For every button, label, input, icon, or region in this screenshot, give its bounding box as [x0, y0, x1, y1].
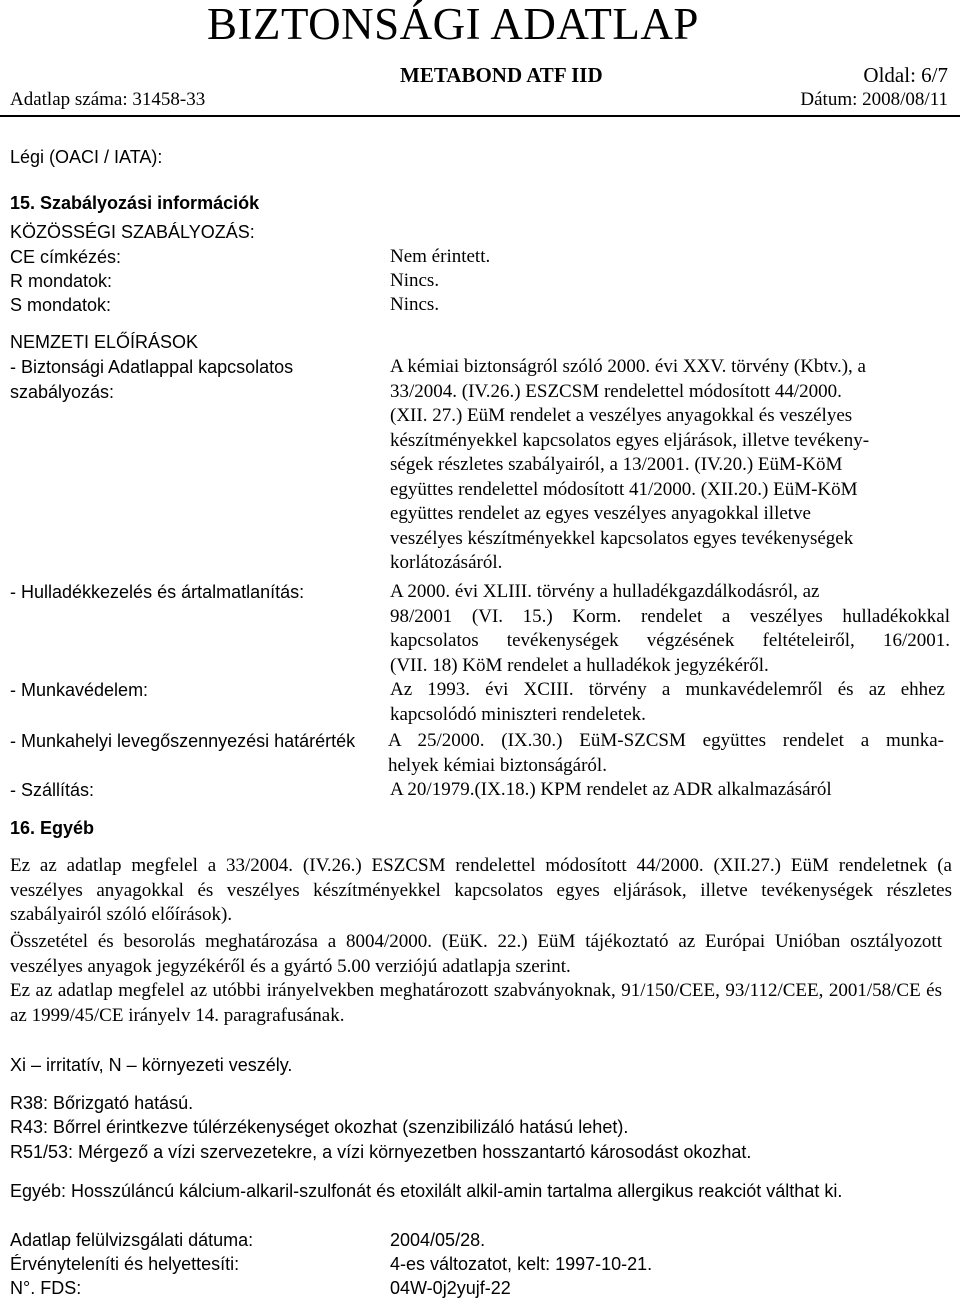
text-line: A 2000. évi XLIII. törvény a hulladékgazdálkodásról, az [390, 581, 820, 602]
text-line: Az 1993. évi XCIII. törvény a munkavédelemről és az ehhez [390, 679, 945, 700]
text-line: helyek kémiai biztonságáról. [388, 754, 607, 776]
national-regulations-heading: NEMZETI ELŐÍRÁSOK [10, 332, 199, 352]
waste-text [390, 580, 950, 678]
msds-regulation-label-2: szabályozás: [10, 382, 115, 402]
r43-phrase: R43: Bőrrel érintkezve túlérzékenységet okozhat (szenzibilizáló hatású lehet). [10, 1117, 629, 1137]
text-line: (XII. 27.) EüM rendelet a veszélyes anyagokkal és veszélyes [390, 405, 853, 426]
supersedes-label: Érvényteleníti és helyettesíti: [10, 1254, 240, 1274]
supersedes-value: 4-es változatot, kelt: 1997-10-21. [390, 1254, 653, 1274]
section-15-heading: 15. Szabályozási információk [10, 193, 260, 213]
shipping-value: A 20/1979.(IX.18.) KPM rendelet az ADR alkalmazásáról [390, 779, 832, 800]
review-date-label: Adatlap felülvizsgálati dátuma: [10, 1230, 254, 1250]
air-limit-text [388, 729, 944, 778]
r-phrases-value: Nincs. [390, 270, 440, 291]
paragraph-classification: Összetétel és besorolás meghatározása a 8004/2000. (EüK. 22.) EüM tájékoztató az Európai Unióban osztályozott veszélyes anyagok jegyzékéről és a gyártó 5.00 verziójú adatlapja szerint. [10, 931, 942, 977]
text-line: veszélyes készítményekkel kapcsolatos egyes tevékenységek [390, 527, 854, 549]
ce-label: CE címkézés: [10, 247, 122, 267]
text-line: A 25/2000. (IX.30.) EüM-SZCSM együttes rendelet a munka- [388, 730, 944, 751]
work-safety-text [390, 678, 945, 727]
product-name: METABOND ATF IID [400, 63, 603, 87]
msds-regulation-label: - Biztonsági Adatlappal kapcsolatos [10, 357, 294, 377]
text-line: A kémiai biztonságról szóló 2000. évi XXV. törvény (Kbtv.), a [390, 356, 866, 377]
review-date-value: 2004/05/28. [390, 1230, 486, 1250]
text-line: 98/2001 (VI. 15.) Korm. rendelet a veszélyes hulladékokkal [390, 605, 950, 627]
text-line: korlátozásáról. [390, 552, 503, 573]
text-line: 33/2004. (IV.26.) ESZCSM rendelettel módosított 44/2000. [390, 380, 842, 402]
sheet-number: Adatlap száma: 31458-33 [10, 89, 206, 110]
text-line: kapcsolatos tevékenységek végzésének feltételeiről, 16/2001. [390, 630, 950, 651]
ce-value: Nem érintett. [390, 246, 491, 267]
paragraph-directives: Ez az adatlap megfelel az utóbbi irányelvekben meghatározott szabványoknak, 91/150/CEE, 93/112/CEE, 2001/58/CE és az 1999/45/CE irányelv 14. paragrafusának. [10, 980, 942, 1026]
document-date: Dátum: 2008/08/11 [800, 89, 948, 110]
r38-phrase: R38: Bőrizgató hatású. [10, 1093, 194, 1113]
text-line: készítményekkel kapcsolatos egyes eljárások, illetve tevékeny- [390, 429, 870, 451]
document-title: BIZTONSÁGI ADATLAP [207, 0, 699, 49]
air-limit-label: - Munkahelyi levegőszennyezési határérték [10, 731, 356, 751]
page-number: Oldal: 6/7 [863, 63, 948, 87]
air-transport-label: Légi (OACI / IATA): [10, 147, 163, 167]
header-divider [0, 115, 960, 117]
s-phrases-value: Nincs. [390, 294, 440, 315]
text-line: ségek részletes szabályairól, a 13/2001. (IV.20.) EüM-KöM [390, 454, 843, 475]
paragraph-compliance: Ez az adatlap megfelel a 33/2004. (IV.26.) ESZCSM rendelettel módosított 44/2000. (XII.27.) EüM rendeletnek (a veszélyes anyagokkal és veszélyes készítményekkel kapcsolatos egyes eljárások, illetve tevékenységek részletes szabályairól szóló előírások). [10, 855, 952, 925]
s-phrases-label: S mondatok: [10, 295, 112, 315]
text-line: együttes rendelettel módosított 41/2000. (XII.20.) EüM-KöM [390, 478, 858, 500]
fds-number-label: N°. FDS: [10, 1278, 82, 1298]
r-phrases-label: R mondatok: [10, 271, 113, 291]
text-line: kapcsolódó miniszteri rendeletek. [390, 703, 646, 725]
section-16-heading: 16. Egyéb [10, 818, 95, 838]
msds-regulation-text [390, 355, 938, 576]
shipping-label: - Szállítás: [10, 780, 95, 800]
waste-label: - Hulladékkezelés és ártalmatlanítás: [10, 582, 305, 602]
hazard-symbols: Xi – irritatív, N – környezeti veszély. [10, 1055, 293, 1075]
work-safety-label: - Munkavédelem: [10, 680, 149, 700]
fds-number-value: 04W-0j2yujf-22 [390, 1278, 511, 1298]
r5153-phrase: R51/53: Mérgező a vízi szervezetekre, a vízi környezetben hosszantartó károsodást okozhat. [10, 1142, 752, 1162]
other-info: Egyéb: Hosszúláncú kálcium-alkaril-szulfonát és etoxilált alkil-amin tartalma allergikus reakciót válthat ki. [10, 1181, 843, 1201]
text-line: együttes rendelet az egyes veszélyes anyagokkal illetve [390, 503, 811, 524]
text-line: (VII. 18) KöM rendelet a hulladékok jegyzékéről. [390, 654, 769, 676]
eu-regulation-heading: KÖZÖSSÉGI SZABÁLYOZÁS: [10, 222, 255, 242]
